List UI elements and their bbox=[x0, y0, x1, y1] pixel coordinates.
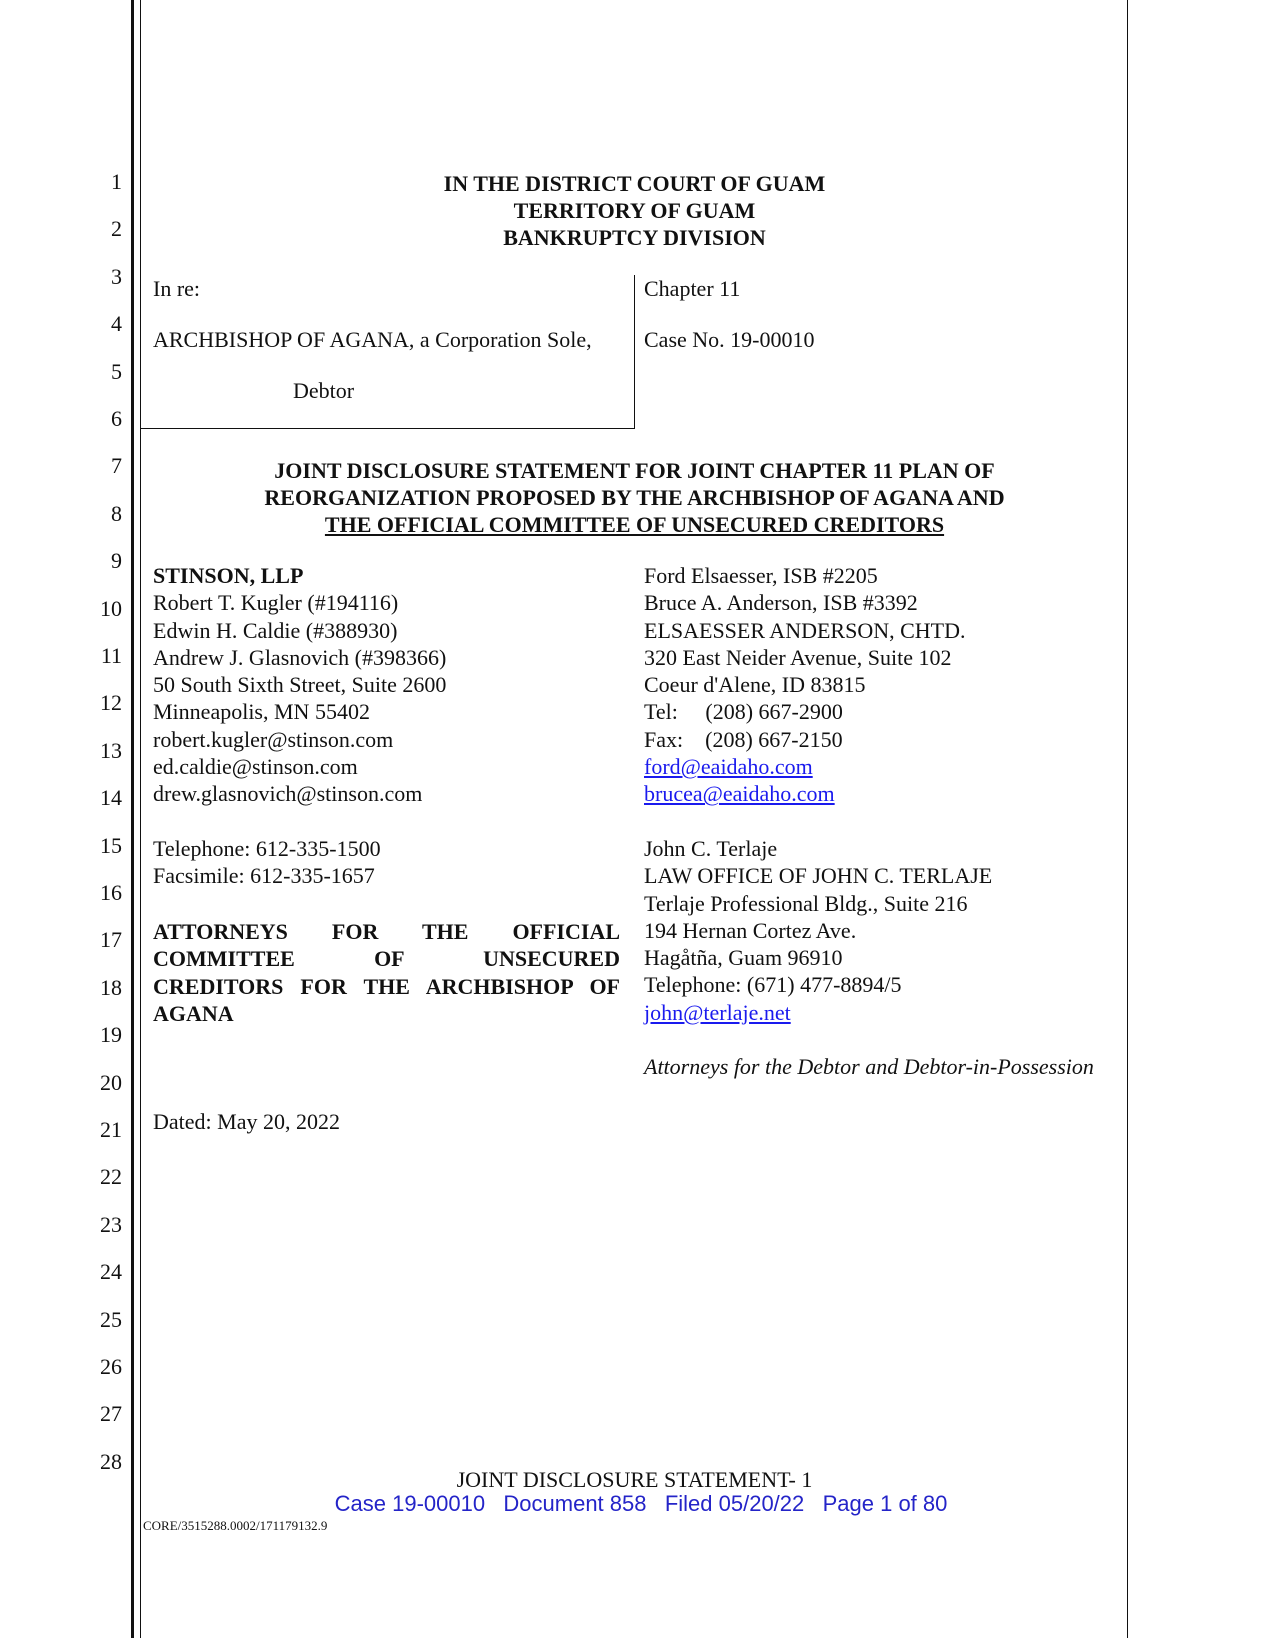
attorneys-for-line: AGANA bbox=[153, 1000, 234, 1026]
caption-in-re: In re: bbox=[153, 276, 201, 301]
counsel-line: LAW OFFICE OF JOHN C. TERLAJE bbox=[644, 863, 993, 889]
counsel-line: Robert T. Kugler (#194116) bbox=[153, 590, 399, 616]
counsel-email: drew.glasnovich@stinson.com bbox=[153, 781, 423, 807]
counsel-line: Terlaje Professional Bldg., Suite 216 bbox=[644, 890, 968, 916]
line-number: 26 bbox=[100, 1354, 122, 1379]
line-number: 2 bbox=[111, 216, 122, 242]
line-number: 28 bbox=[100, 1448, 122, 1474]
line-number: 13 bbox=[100, 737, 122, 763]
counsel-email: robert.kugler@stinson.com bbox=[153, 726, 394, 752]
court-territory: TERRITORY OF GUAM bbox=[513, 198, 756, 223]
committee-attorneys-label bbox=[153, 918, 620, 1027]
counsel-line: 194 Hernan Cortez Ave. bbox=[644, 917, 857, 943]
line-number: 14 bbox=[100, 785, 122, 811]
caption-case-no: Case No. 19-00010 bbox=[644, 327, 815, 352]
line-number: 11 bbox=[100, 643, 122, 668]
caption-bottom-rule bbox=[141, 428, 635, 429]
counsel-line: Bruce A. Anderson, ISB #3392 bbox=[644, 590, 918, 616]
line-number: 10 bbox=[100, 595, 122, 621]
caption-party: ARCHBISHOP OF AGANA, a Corporation Sole, bbox=[153, 327, 592, 352]
counsel-tel: Tel: (208) 667-2900 bbox=[644, 699, 843, 725]
margin-rule-thick bbox=[131, 0, 134, 1638]
line-number: 15 bbox=[100, 832, 122, 858]
line-number: 24 bbox=[100, 1259, 122, 1285]
line-number: 5 bbox=[111, 358, 122, 384]
line-number: 1 bbox=[111, 169, 122, 194]
attorneys-for-line: COMMITTEE OF UNSECURED bbox=[153, 946, 620, 972]
counsel-line: Hagåtña, Guam 96910 bbox=[644, 945, 843, 971]
debtor-attorneys-label: Attorneys for the Debtor and Debtor-in-Possession bbox=[644, 1054, 1094, 1080]
caption-vertical-rule bbox=[634, 275, 635, 429]
left-counsel-block bbox=[153, 562, 446, 890]
counsel-line: John C. Terlaje bbox=[644, 835, 778, 861]
line-number: 21 bbox=[100, 1117, 122, 1142]
counsel-line: Minneapolis, MN 55402 bbox=[153, 699, 370, 725]
line-number: 17 bbox=[100, 927, 122, 953]
line-number: 7 bbox=[111, 453, 122, 479]
right-counsel-block bbox=[644, 562, 1094, 1081]
line-number: 3 bbox=[111, 263, 122, 289]
dated: Dated: May 20, 2022 bbox=[153, 1109, 340, 1134]
counsel-telephone: Telephone: 612-335-1500 bbox=[153, 835, 381, 861]
counsel-line: Edwin H. Caldie (#388930) bbox=[153, 617, 398, 643]
counsel-line: Coeur d'Alene, ID 83815 bbox=[644, 672, 866, 698]
line-number: 22 bbox=[100, 1164, 122, 1190]
counsel-line: 320 East Neider Avenue, Suite 102 bbox=[644, 644, 952, 670]
counsel-email: ed.caldie@stinson.com bbox=[153, 754, 358, 780]
attorneys-for-line: CREDITORS FOR THE ARCHBISHOP OF bbox=[153, 973, 620, 999]
counsel-line: ELSAESSER ANDERSON, CHTD. bbox=[644, 617, 966, 643]
line-number: 6 bbox=[111, 406, 122, 431]
counsel-line: Andrew J. Glasnovich (#398366) bbox=[153, 644, 447, 670]
caption-role: Debtor bbox=[293, 378, 355, 403]
line-number: 25 bbox=[100, 1306, 122, 1332]
counsel-line: Ford Elsaesser, ISB #2205 bbox=[644, 563, 878, 588]
document-title-3 bbox=[141, 511, 1128, 538]
court-division: BANKRUPTCY DIVISION bbox=[503, 225, 766, 250]
firm-name: STINSON, LLP bbox=[153, 563, 304, 588]
attorneys-for-line: ATTORNEYS FOR THE OFFICIAL bbox=[153, 919, 620, 944]
counsel-facsimile: Facsimile: 612-335-1657 bbox=[153, 863, 375, 889]
line-number: 27 bbox=[100, 1401, 122, 1427]
line-number: 18 bbox=[100, 974, 122, 1000]
document-title-1: JOINT DISCLOSURE STATEMENT FOR JOINT CHAPTER 11 PLAN OF bbox=[274, 458, 995, 483]
filing-stamp: Case 19-00010 Document 858 Filed 05/20/22 Page 1 of 80 bbox=[334, 1491, 948, 1516]
document-title-2: REORGANIZATION PROPOSED BY THE ARCHBISHOP OF AGANA AND bbox=[264, 485, 1005, 510]
line-number: 4 bbox=[111, 311, 122, 337]
email-link-john[interactable]: john@terlaje.net bbox=[644, 999, 791, 1025]
email-link-ford[interactable]: ford@eaidaho.com bbox=[644, 754, 813, 780]
document-id: CORE/3515288.0002/171179132.9 bbox=[143, 1518, 328, 1533]
footer-title: JOINT DISCLOSURE STATEMENT- 1 bbox=[456, 1467, 813, 1492]
line-number: 9 bbox=[111, 548, 122, 574]
line-number: 8 bbox=[111, 500, 122, 526]
line-number: 19 bbox=[100, 1022, 122, 1048]
line-number: 12 bbox=[100, 690, 122, 716]
counsel-line: 50 South Sixth Street, Suite 2600 bbox=[153, 672, 447, 698]
email-link-brucea[interactable]: brucea@eaidaho.com bbox=[644, 781, 835, 807]
caption-chapter: Chapter 11 bbox=[644, 276, 741, 301]
counsel-fax: Fax: (208) 667-2150 bbox=[644, 726, 843, 752]
line-number: 16 bbox=[100, 880, 122, 905]
counsel-line: Telephone: (671) 477-8894/5 bbox=[644, 972, 902, 998]
line-number: 23 bbox=[100, 1211, 122, 1237]
document-title-3-text: THE OFFICIAL COMMITTEE OF UNSECURED CREDITORS bbox=[324, 512, 945, 537]
court-name: IN THE DISTRICT COURT OF GUAM bbox=[443, 171, 826, 196]
line-number: 20 bbox=[100, 1069, 122, 1095]
